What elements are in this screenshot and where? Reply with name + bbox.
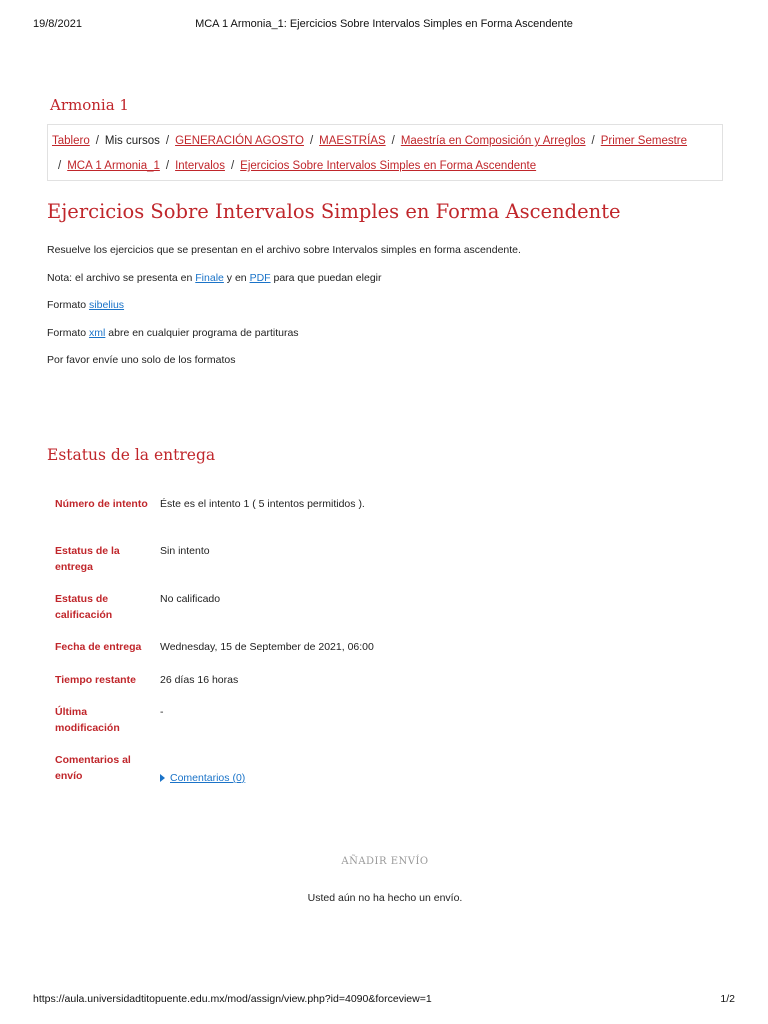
add-submission-button[interactable]: AÑADIR ENVÍO <box>341 856 429 867</box>
breadcrumb-mca1-armonia[interactable]: MCA 1 Armonia_1 <box>67 160 160 172</box>
breadcrumb-mis-cursos: Mis cursos <box>104 135 160 147</box>
breadcrumb-separator: / <box>165 135 170 147</box>
status-heading: Estatus de la entrega <box>47 446 216 464</box>
breadcrumb-generacion-agosto[interactable]: GENERACIÓN AGOSTO <box>175 135 304 147</box>
print-footer-page: 1/2 <box>720 993 735 1005</box>
breadcrumb-maestria-composicion[interactable]: Maestría en Composición y Arreglos <box>400 135 586 147</box>
status-value-submission: Sin intento <box>160 545 210 557</box>
status-value-grading: No calificado <box>160 593 221 605</box>
status-value-due-date: Wednesday, 15 de September de 2021, 06:00 <box>160 641 374 653</box>
breadcrumb-intervalos[interactable]: Intervalos <box>175 160 225 172</box>
format-xml <box>47 327 299 339</box>
format-sibelius <box>47 299 124 311</box>
breadcrumb-separator: / <box>391 135 395 147</box>
status-value-time-remaining: 26 días 16 horas <box>160 674 239 686</box>
status-label-time-remaining: Tiempo restante <box>55 674 136 686</box>
note-prefix: Nota: el archivo se presenta en <box>47 272 196 284</box>
breadcrumb-separator: / <box>230 160 235 172</box>
breadcrumb-separator: / <box>95 135 99 147</box>
breadcrumb-separator: / <box>58 160 62 172</box>
sibelius-link[interactable]: sibelius <box>89 299 125 311</box>
note-mid: y en <box>223 272 250 284</box>
page-title: Ejercicios Sobre Intervalos Simples en Forma Ascendente <box>47 200 621 223</box>
comments-link[interactable]: Comentarios (0) <box>170 772 246 784</box>
format-prefix: Formato <box>47 299 90 311</box>
finale-link[interactable]: Finale <box>195 272 224 284</box>
status-label-grading: Estatus de calificación <box>55 593 113 621</box>
breadcrumb-tablero[interactable]: Tablero <box>52 135 90 147</box>
status-label-last-modified: Última modificación <box>55 706 120 734</box>
format-suffix: abre en cualquier programa de partituras <box>105 327 299 339</box>
status-label-attempt: Número de intento <box>55 498 148 510</box>
status-label-due-date: Fecha de entrega <box>55 641 142 653</box>
breadcrumb-primer-semestre[interactable]: Primer Semestre <box>600 135 688 147</box>
breadcrumb-maestrias[interactable]: MAESTRÍAS <box>319 135 386 147</box>
note-suffix: para que puedan elegir <box>270 272 382 284</box>
assignment-note <box>47 272 381 284</box>
print-footer-url: https://aula.universidadtitopuente.edu.mx/mod/assign/view.php?id=4090&forceview=1 <box>33 993 432 1005</box>
assignment-intro: Resuelve los ejercicios que se presentan en el archivo sobre Intervalos simples en forma ascendente. <box>47 244 521 256</box>
print-title: MCA 1 Armonia_1: Ejercicios Sobre Intervalos Simples en Forma Ascendente <box>195 18 573 30</box>
xml-link[interactable]: xml <box>89 327 106 339</box>
breadcrumb-separator: / <box>165 160 170 172</box>
caret-right-icon <box>160 774 165 782</box>
no-submission-text: Usted aún no ha hecho un envío. <box>307 892 463 904</box>
comments-toggle[interactable] <box>160 772 245 784</box>
breadcrumb-separator: / <box>309 135 314 147</box>
breadcrumb-ejercicios[interactable]: Ejercicios Sobre Intervalos Simples en Forma Ascendente <box>240 160 537 172</box>
format-prefix: Formato <box>47 327 90 339</box>
breadcrumb <box>47 124 723 181</box>
status-label-submission: Estatus de la entrega <box>55 545 120 573</box>
single-format-note: Por favor envíe uno solo de los formatos <box>47 354 236 366</box>
status-value-last-modified: - <box>160 706 164 718</box>
status-label-comments: Comentarios al envío <box>55 754 131 782</box>
breadcrumb-separator: / <box>591 135 595 147</box>
status-value-attempt: Éste es el intento 1 ( 5 intentos permitidos ). <box>160 498 365 510</box>
pdf-link[interactable]: PDF <box>249 272 271 284</box>
course-title[interactable]: Armonia 1 <box>50 96 129 114</box>
print-date: 19/8/2021 <box>33 18 82 30</box>
